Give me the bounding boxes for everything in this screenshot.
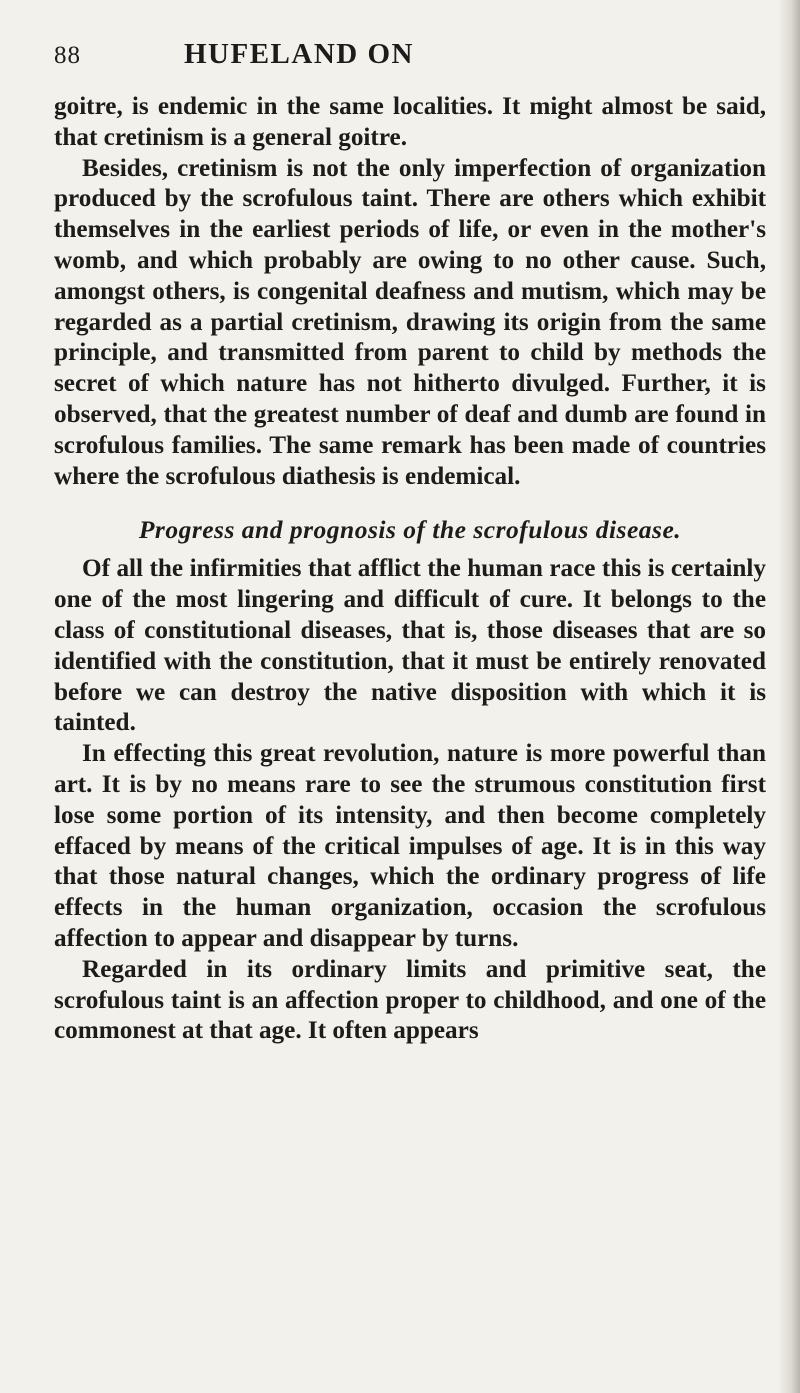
paragraph-infirmities: Of all the infirmities that afflict the human race this is certainly one of the most lingering and difficult of cure. It belongs to the class of constitutional diseases, that is, those diseases that are so identified with the constitution, that it must be entirely renovated before we can destroy the native disposition with which it is tainted. [54, 555, 766, 737]
running-head: HUFELAND ON [184, 38, 414, 70]
body-text [54, 92, 766, 1047]
paragraph-continuation: goitre, is endemic in the same localities. It might almost be said, that cretinism is a general goitre. [54, 93, 766, 151]
paragraph-childhood: Regarded in its ordinary limits and primitive seat, the scrofulous taint is an affection proper to childhood, and one of the commonest at that age. It often appears [54, 955, 766, 1045]
section-heading: Progress and prognosis of the scrofulous disease. [138, 515, 682, 545]
page-number: 88 [54, 42, 81, 69]
paragraph-cretinism: Besides, cretinism is not the only imperfection of organization produced by the scrofulous taint. There are others which exhibit themselves in the earliest periods of life, or even in the mother's womb, and which probably are owing to no other cause. Such, amongst others, is congenital deafness and mutism, which may be regarded as a partial cretinism, drawing its origin from the same principle, and transmitted from parent to child by methods the secret of which nature has not hitherto divulged. Further, it is observed, that the greatest number of deaf and dumb are found in scrofulous families. The same remark has been made of countries where the scrofulous diathesis is endemical. [54, 154, 766, 490]
page-edge-shadow [778, 0, 800, 1393]
paragraph-revolution: In effecting this great revolution, nature is more powerful than art. It is by no means rare to see the strumous constitution first lose some portion of its intensity, and then become completely effaced by means of the critical impulses of age. It is in this way that those natural changes, which the ordinary progress of life effects in the human organization, occasion the scrofulous affection to appear and disappear by turns. [54, 740, 766, 952]
page-header [54, 38, 766, 82]
